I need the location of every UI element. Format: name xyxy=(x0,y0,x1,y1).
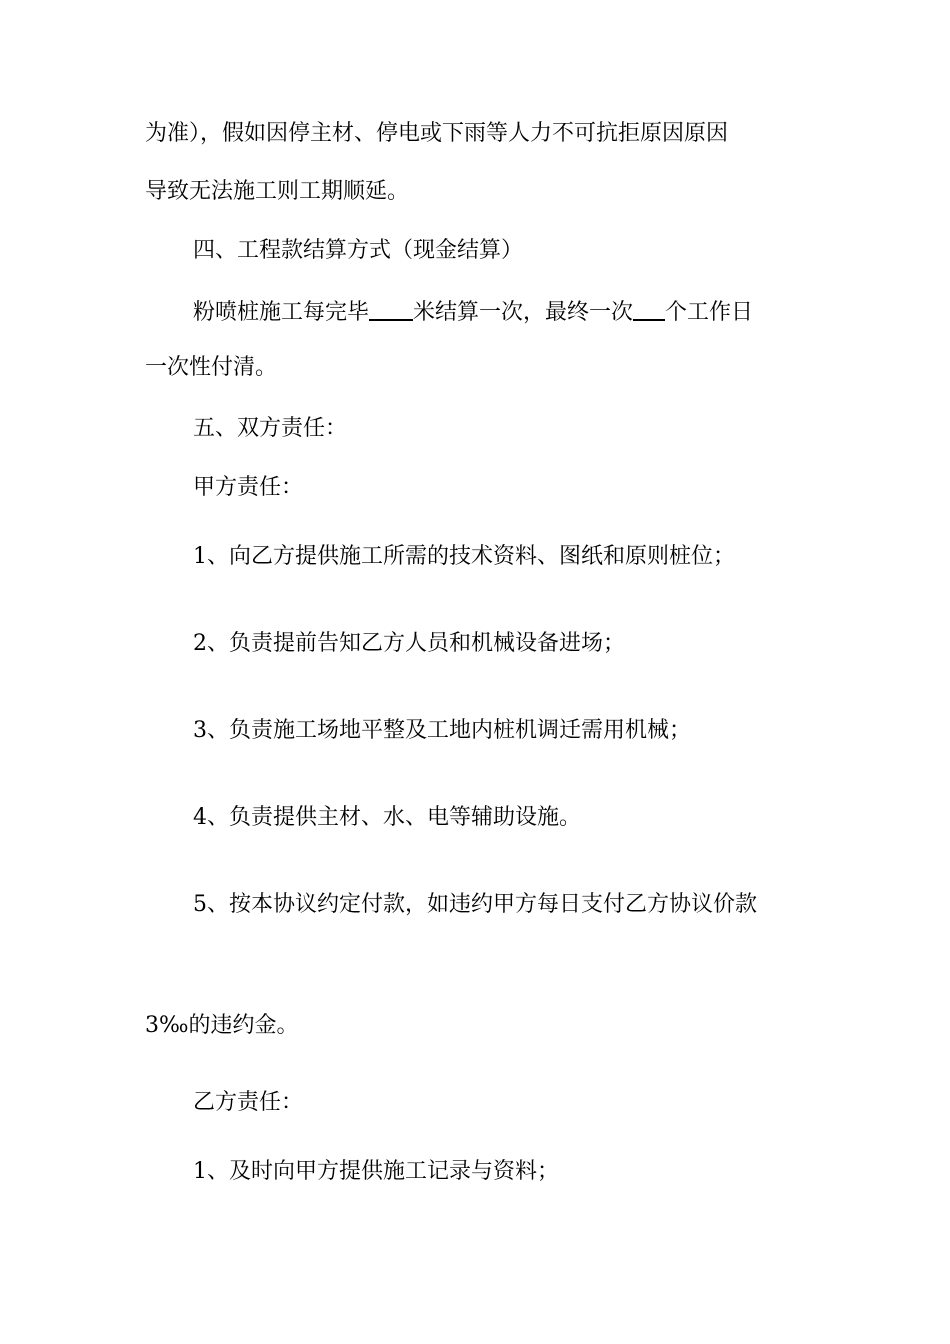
paragraph-line: 导致无法施工则工期顺延。 xyxy=(145,179,410,204)
payment-sentence xyxy=(193,299,753,324)
list-item: 1、向乙方提供施工所需的技术资料、图纸和原则桩位； xyxy=(193,544,735,569)
payment-text-part-3: 个工作日 xyxy=(665,300,754,325)
list-item: 3、负责施工场地平整及工地内桩机调迁需用机械； xyxy=(193,718,691,743)
section-heading: 四、工程款结算方式（现金结算） xyxy=(193,238,524,263)
list-item: 4、负责提供主材、水、电等辅助设施。 xyxy=(193,805,581,830)
payment-text-part-2: 米结算一次，最终一次 xyxy=(413,300,634,325)
list-item: 5、按本协议约定付款，如违约甲方每日支付乙方协议价款 xyxy=(193,892,757,917)
list-item: 1、及时向甲方提供施工记录与资料； xyxy=(193,1159,559,1184)
paragraph-line: 为准），假如因停主材、停电或下雨等人力不可抗拒原因原因 xyxy=(145,121,729,146)
paragraph-line: 一次性付清。 xyxy=(145,355,278,380)
list-item-continuation: 3‰的违约金。 xyxy=(145,1013,299,1038)
subsection-heading: 甲方责任： xyxy=(193,475,304,500)
section-heading: 五、双方责任： xyxy=(193,416,348,441)
blank-days-field[interactable] xyxy=(633,299,665,321)
payment-text-part-1: 粉喷桩施工每完毕 xyxy=(193,300,370,325)
subsection-heading: 乙方责任： xyxy=(193,1090,304,1115)
blank-meters-field[interactable] xyxy=(369,299,413,321)
list-item: 2、负责提前告知乙方人员和机械设备进场； xyxy=(193,631,625,656)
